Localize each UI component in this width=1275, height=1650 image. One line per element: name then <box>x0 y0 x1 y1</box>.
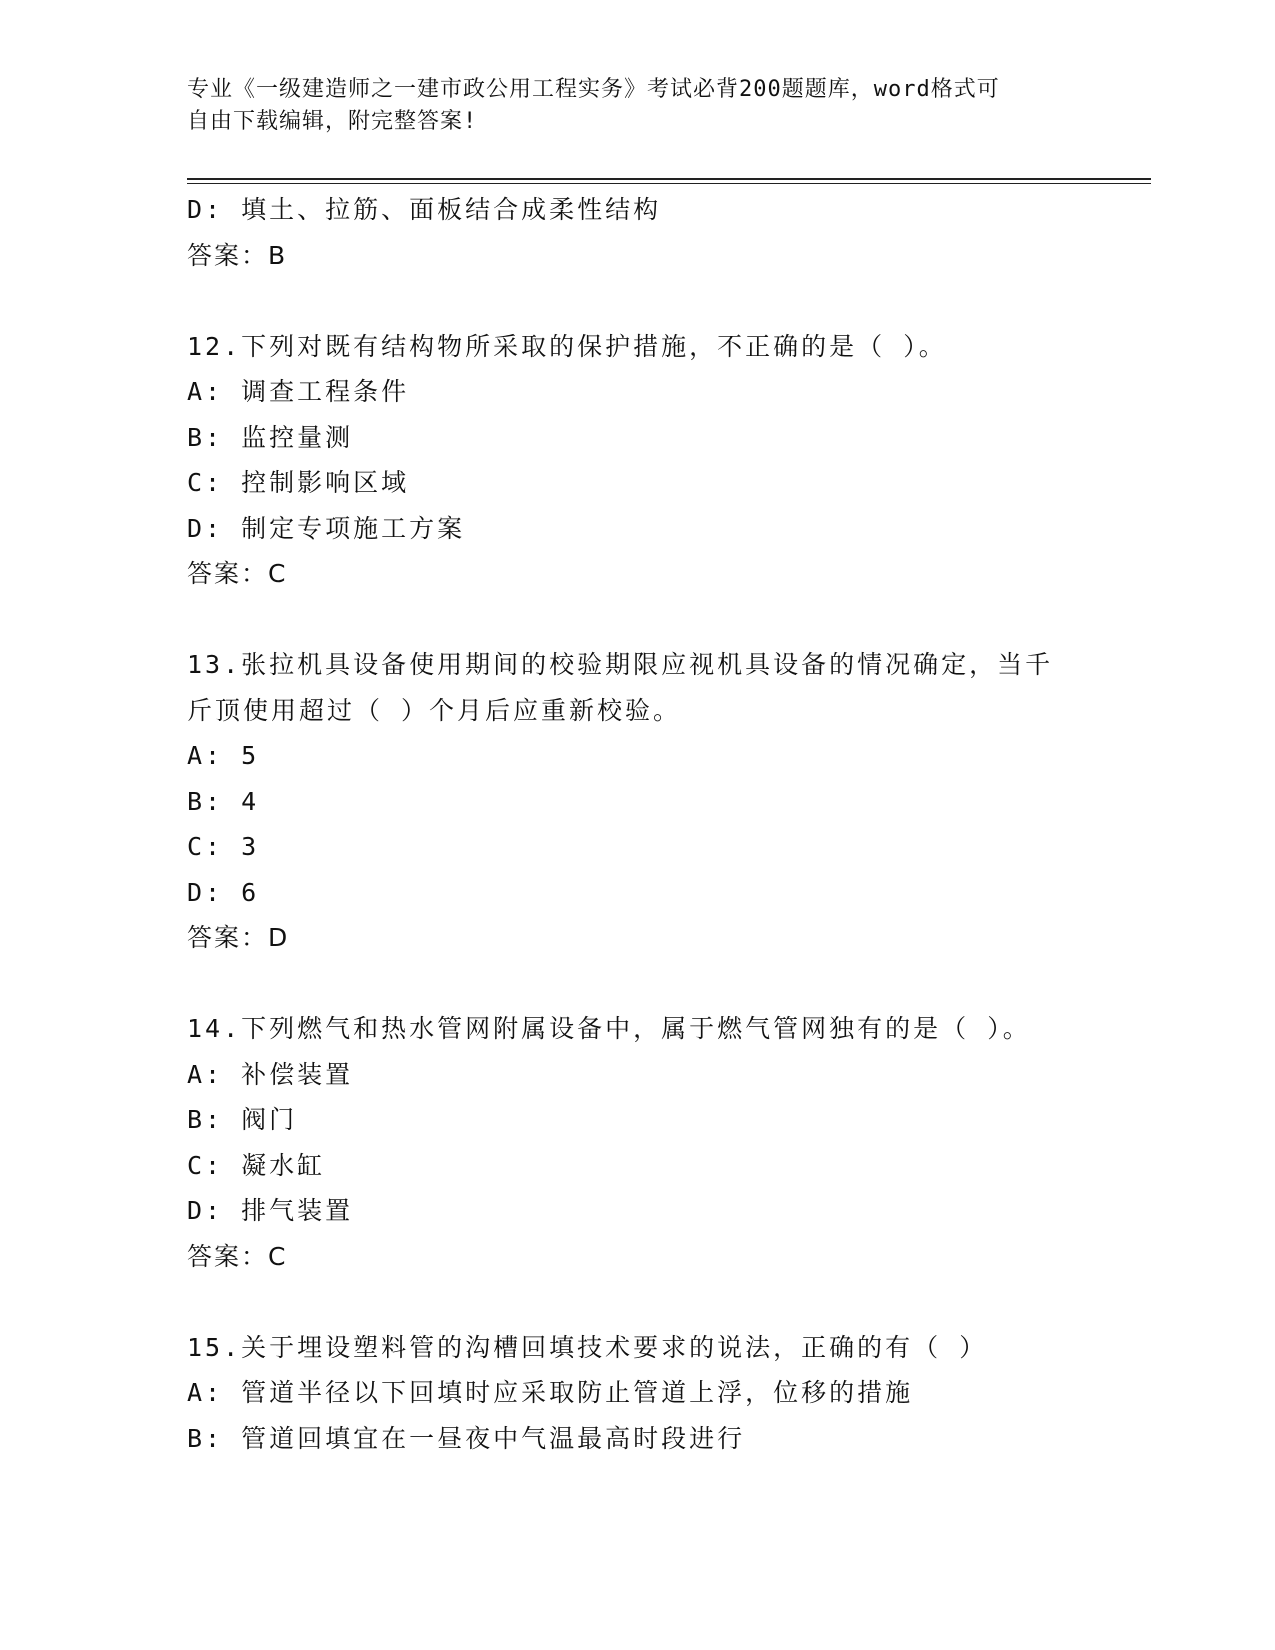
option-c: C: 控制影响区域 <box>187 468 410 497</box>
answer-line: 答案：D <box>187 923 290 952</box>
option-d: D: 排气装置 <box>187 1196 354 1225</box>
option-b: B: 阀门 <box>187 1105 298 1134</box>
option-a: A: 5 <box>187 741 260 770</box>
question-12 <box>187 324 1151 597</box>
spacer <box>187 278 1151 324</box>
answer-line: 答案：B <box>187 240 288 270</box>
option-b: B: 4 <box>187 786 260 816</box>
option-d: D: 6 <box>187 877 260 907</box>
spacer <box>187 597 1151 643</box>
option-c: C: 凝水缸 <box>187 1150 326 1180</box>
option-a: A: 补偿装置 <box>187 1059 354 1089</box>
option-c: C: 3 <box>187 832 260 861</box>
option-b: B: 管道回填宜在一昼夜中气温最高时段进行 <box>187 1423 746 1453</box>
header-divider-thick <box>187 178 1151 180</box>
answer-line: 答案：C <box>187 559 288 588</box>
question-stem: 12.下列对既有结构物所采取的保护措施，不正确的是（ ）。 <box>187 331 947 361</box>
spacer <box>187 1279 1151 1325</box>
option-d: D: 填土、拉筋、面板结合成柔性结构 <box>187 195 662 224</box>
spacer <box>187 961 1151 1007</box>
question-stem: 13.张拉机具设备使用期间的校验期限应视机具设备的情况确定，当千 <box>187 650 1054 679</box>
question-14 <box>187 1006 1151 1279</box>
question-list <box>187 187 1151 1461</box>
answer-line: 答案：C <box>187 1241 288 1271</box>
question-stem: 14.下列燃气和热水管网附属设备中，属于燃气管网独有的是（ ）。 <box>187 1014 1031 1043</box>
question-stem-continued: 斤顶使用超过（ ）个月后应重新校验。 <box>187 695 682 725</box>
header-line-2: 自由下载编辑，附完整答案! <box>187 109 478 134</box>
document-header <box>187 74 1067 138</box>
question-15 <box>187 1325 1151 1462</box>
header-line-1: 专业《一级建造师之一建市政公用工程实务》考试必背200题题库，word格式可 <box>187 77 1000 102</box>
header-divider-thin <box>187 183 1151 184</box>
option-a: A: 管道半径以下回填时应采取防止管道上浮，位移的措施 <box>187 1378 914 1407</box>
question-stem: 15.关于埋设塑料管的沟槽回填技术要求的说法，正确的有（ ） <box>187 1332 988 1362</box>
option-d: D: 制定专项施工方案 <box>187 513 466 543</box>
question-11-tail <box>187 187 1151 278</box>
option-b: B: 监控量测 <box>187 422 354 452</box>
question-13 <box>187 642 1151 961</box>
option-a: A: 调查工程条件 <box>187 377 410 406</box>
